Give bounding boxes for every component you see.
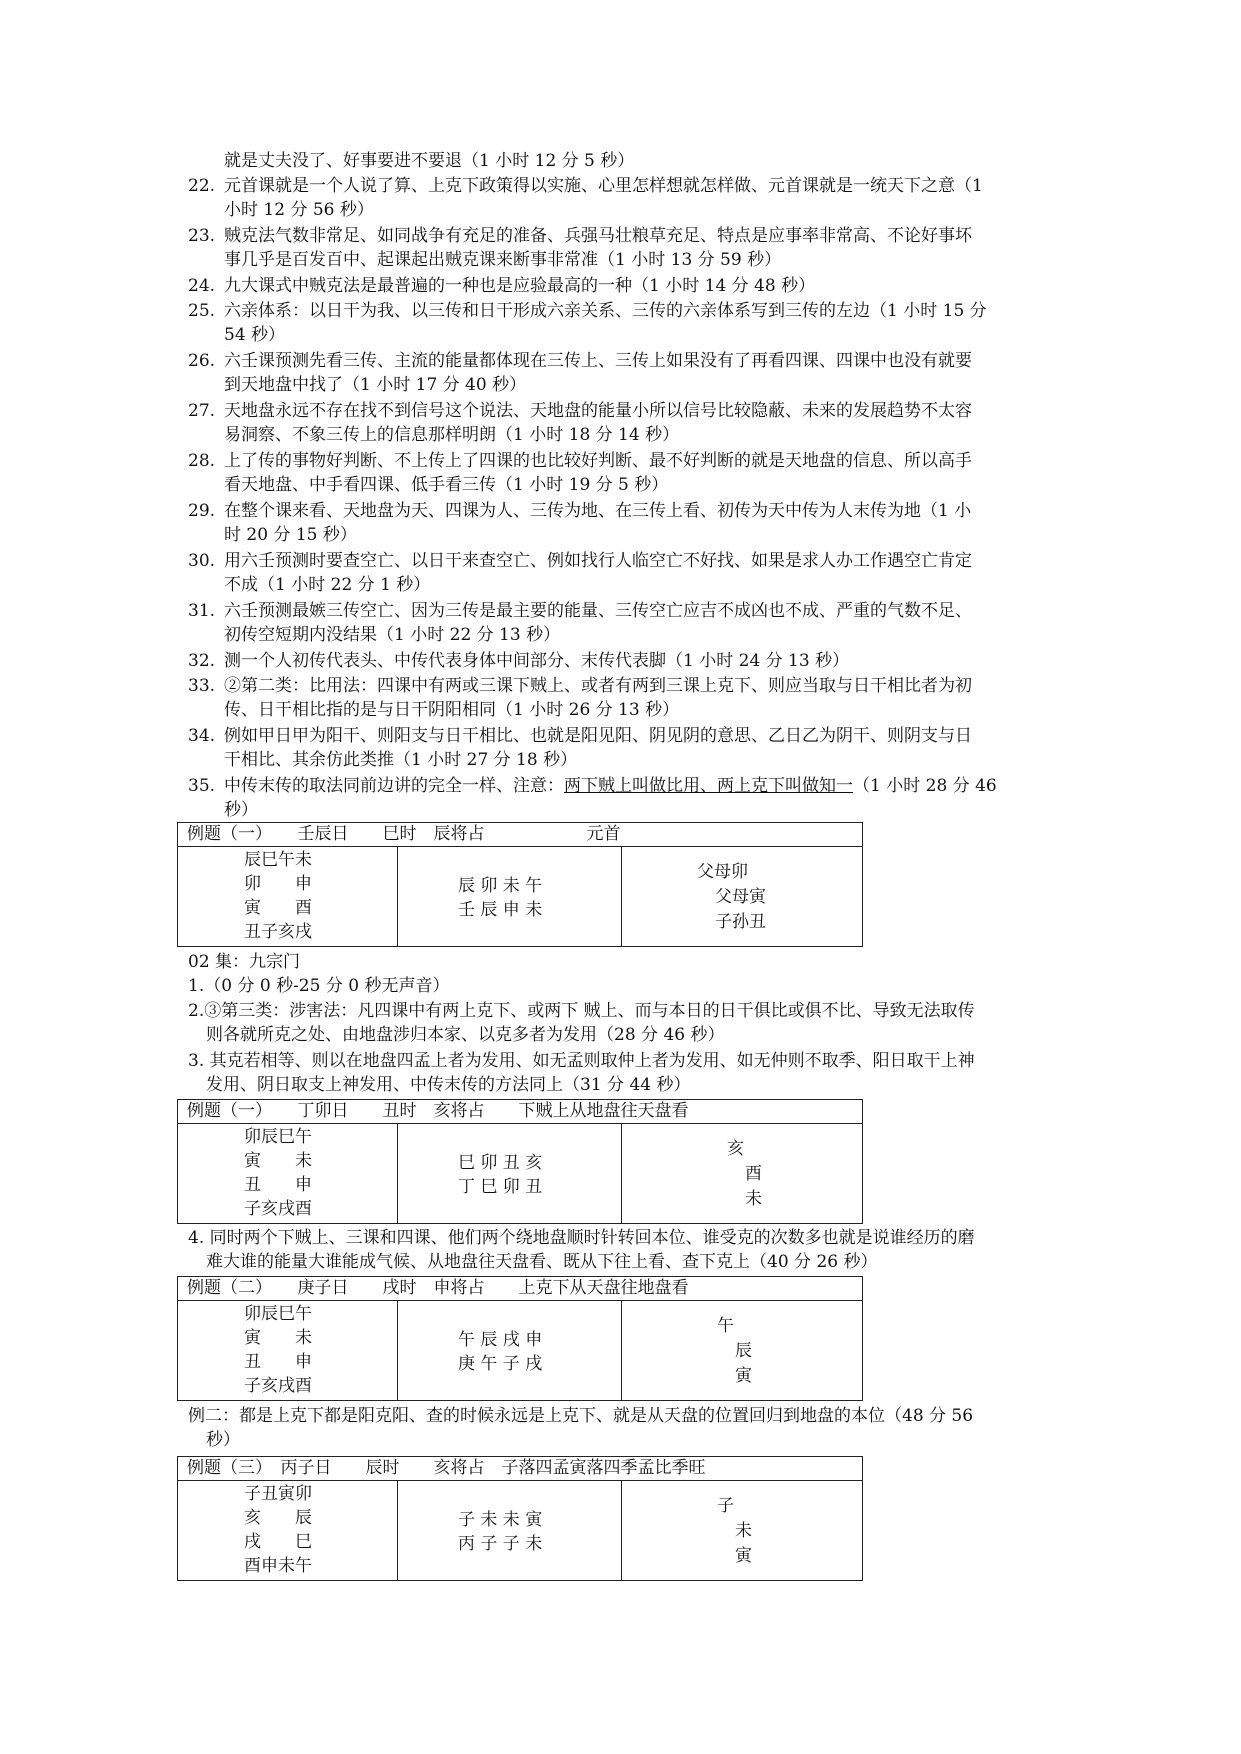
note-line: 上了传的事物好判断、不上传上了四课的也比较好判断、最不好判断的就是天地盘的信息、所以高手: [224, 451, 972, 471]
lessons-row: 丁 巳 卯 丑: [458, 1177, 543, 1197]
note-line: 秒）: [206, 1430, 240, 1450]
note-line: 天地盘永远不存在找不到信号这个说法、天地盘的能量小所以信号比较隐蔽、未来的发展趋势不太容: [224, 401, 972, 421]
lessons-row: 丙 子 子 未: [458, 1534, 543, 1554]
note-line: 难大谁的能量大谁能成气候、从地盘往天盘看、既从下往上看、查下克上（40 分 26 秒）: [206, 1252, 878, 1272]
plate-row: 寅 未: [244, 1151, 312, 1171]
note-line: 3. 其克若相等、则以在地盘四孟上者为发用、如无孟则取仲上者为发用、如无仲则不取季、阳日取干上神: [188, 1051, 975, 1071]
plate-row: 子丑寅卯: [244, 1484, 312, 1504]
table-header: 例题（二） 庚子日 戌时 申将占 上克下从天盘往地盘看: [187, 1278, 689, 1298]
plate-row: 卯辰巳午: [244, 1304, 312, 1324]
note-line: 易洞察、不象三传上的信息那样明朗（1 小时 18 分 14 秒）: [224, 425, 680, 445]
note-number: 30.: [188, 551, 216, 571]
note-number: 27.: [188, 401, 216, 421]
note-line: 时 20 分 15 秒）: [224, 525, 357, 545]
section-heading: 02 集：九宗门: [188, 952, 301, 972]
note-line: 就是丈夫没了、好事要进不要退（1 小时 12 分 5 秒）: [224, 151, 635, 171]
note-number: 33.: [188, 676, 216, 696]
plate-row: 酉申未午: [244, 1556, 312, 1576]
note-line: 看天地盘、中手看四课、低手看三传（1 小时 19 分 5 秒）: [224, 475, 669, 495]
underlined-text: 两下贼上叫做比用、两上克下叫做知一: [564, 776, 853, 796]
note-line: 秒）: [224, 800, 258, 820]
note-line: 六壬预测最嫉三传空亡、因为三传是最主要的能量、三传空亡应吉不成凶也不成、严重的气数不足、: [224, 601, 972, 621]
table-header: 例题（一） 丁卯日 丑时 亥将占 下贼上从地盘往天盘看: [187, 1101, 689, 1121]
transmission-row: 辰: [735, 1341, 752, 1361]
note-number: 29.: [188, 501, 216, 521]
plate-row: 寅 酉: [244, 898, 312, 918]
note-number: 34.: [188, 726, 216, 746]
plate-row: 丑 申: [244, 1175, 312, 1195]
lessons-row: 子 未 未 寅: [458, 1510, 543, 1530]
plate-row: 亥 辰: [244, 1508, 312, 1528]
note-text: 中传末传的取法同前边讲的完全一样、注意：: [224, 776, 564, 796]
lessons-row: 庚 午 子 戌: [458, 1354, 543, 1374]
note-line: 4. 同时两个下贼上、三课和四课、他们两个绕地盘顺时针转回本位、谁受克的次数多也就是说谁经历的磨: [188, 1228, 975, 1248]
plate-row: 子亥戌酉: [244, 1199, 312, 1219]
transmission-row: 寅: [735, 1366, 752, 1386]
note-line: 事几乎是百发百中、起课起出贼克课来断事非常准（1 小时 13 分 59 秒）: [224, 250, 782, 270]
transmission-row: 寅: [735, 1546, 752, 1566]
lessons-row: 辰 卯 未 午: [458, 876, 543, 896]
note-number: 22.: [188, 176, 216, 196]
note-line: 小时 12 分 56 秒）: [224, 200, 374, 220]
note-number: 31.: [188, 601, 216, 621]
transmission-row: 父母寅: [715, 887, 766, 907]
table-header: 例题（三） 丙子日 辰时 亥将占 子落四孟寅落四季孟比季旺: [187, 1458, 706, 1478]
plate-row: 子亥戌酉: [244, 1376, 312, 1396]
note-number: 28.: [188, 451, 216, 471]
plate-row: 卯 申: [244, 874, 312, 894]
plate-row: 寅 未: [244, 1328, 312, 1348]
note-line: 例二：都是上克下都是阳克阳、查的时候永远是上克下、就是从天盘的位置回归到地盘的本位（48 分 56: [188, 1406, 974, 1426]
note-line: 到天地盘中找了（1 小时 17 分 40 秒）: [224, 375, 527, 395]
note-number: 24.: [188, 276, 216, 296]
plate-row: 辰巳午未: [244, 850, 312, 870]
note-number: 35.: [188, 776, 216, 796]
note-line: 初传空短期内没结果（1 小时 22 分 13 秒）: [224, 625, 561, 645]
note-line: 2.③第三类：涉害法：凡四课中有两上克下、或两下 贼上、而与本日的日干俱比或俱不比、导致无法取传: [188, 1001, 975, 1021]
plate-row: 卯辰巳午: [244, 1127, 312, 1147]
plate-row: 戌 巳: [244, 1532, 312, 1552]
note-line: 54 秒）: [224, 325, 286, 345]
note-line: 九大课式中贼克法是最普遍的一种也是应验最高的一种（1 小时 14 分 48 秒）: [224, 276, 816, 296]
note-line: 例如甲日甲为阳干、则阳支与日干相比、也就是阳见阳、阴见阴的意思、乙日乙为阴干、则阴支与日: [224, 726, 972, 746]
lessons-row: 午 辰 戌 申: [458, 1330, 543, 1350]
note-number: 25.: [188, 301, 216, 321]
transmission-row: 子孙丑: [715, 912, 766, 932]
note-line: 测一个人初传代表头、中传代表身体中间部分、末传代表脚（1 小时 24 分 13 秒）: [224, 651, 850, 671]
note-line: ②第二类：比用法：四课中有两或三课下贼上、或者有两到三课上克下、则应当取与日干相比者为初: [224, 676, 972, 696]
note-line: 贼克法气数非常足、如同战争有充足的准备、兵强马壮粮草充足、特点是应事率非常高、不论好事坏: [224, 226, 972, 246]
note-line: 不成（1 小时 22 分 1 秒）: [224, 575, 431, 595]
transmission-row: 未: [735, 1521, 752, 1541]
note-line: 用六壬预测时要查空亡、以日干来查空亡、例如找行人临空亡不好找、如果是求人办工作遇空亡肯定: [224, 551, 972, 571]
plate-row: 丑 申: [244, 1352, 312, 1372]
table-header: 例题（一） 壬辰日 巳时 辰将占 元首: [187, 824, 621, 844]
note-line: 传、日干相比指的是与日干阴阳相同（1 小时 26 分 13 秒）: [224, 700, 680, 720]
note-line: 干相比、其余仿此类推（1 小时 27 分 18 秒）: [224, 750, 578, 770]
note-line: 六亲体系：以日干为我、以三传和日干形成六亲关系、三传的六亲体系写到三传的左边（1 小时 15 分: [224, 301, 987, 321]
transmission-row: 午: [717, 1316, 734, 1336]
note-line: 1.（0 分 0 秒-25 分 0 秒无声音）: [188, 976, 450, 996]
transmission-row: 酉: [745, 1164, 762, 1184]
lessons-row: 壬 辰 申 未: [458, 900, 543, 920]
note-line: 发用、阴日取支上神发用、中传末传的方法同上（31 分 44 秒）: [206, 1075, 691, 1095]
transmission-row: 亥: [727, 1139, 744, 1159]
note-text: （1 小时 28 分 46: [853, 776, 997, 796]
note-line: 在整个课来看、天地盘为天、四课为人、三传为地、在三传上看、初传为天中传为人末传为地（1 小: [224, 501, 972, 521]
note-number: 26.: [188, 351, 216, 371]
note-line: 元首课就是一个人说了算、上克下政策得以实施、心里怎样想就怎样做、元首课就是一统天下之意（1: [224, 176, 983, 196]
note-line: 六壬课预测先看三传、主流的能量都体现在三传上、三传上如果没有了再看四课、四课中也没有就要: [224, 351, 972, 371]
note-line: 则各就所克之处、由地盘涉归本家、以克多者为发用（28 分 46 秒）: [206, 1025, 725, 1045]
note-line: [224, 774, 997, 798]
note-number: 32.: [188, 651, 216, 671]
transmission-row: 子: [717, 1496, 734, 1516]
plate-row: 丑子亥戌: [244, 922, 312, 942]
transmission-row: 父母卯: [697, 862, 748, 882]
transmission-row: 未: [745, 1189, 762, 1209]
lessons-row: 巳 卯 丑 亥: [458, 1153, 543, 1173]
note-number: 23.: [188, 226, 216, 246]
